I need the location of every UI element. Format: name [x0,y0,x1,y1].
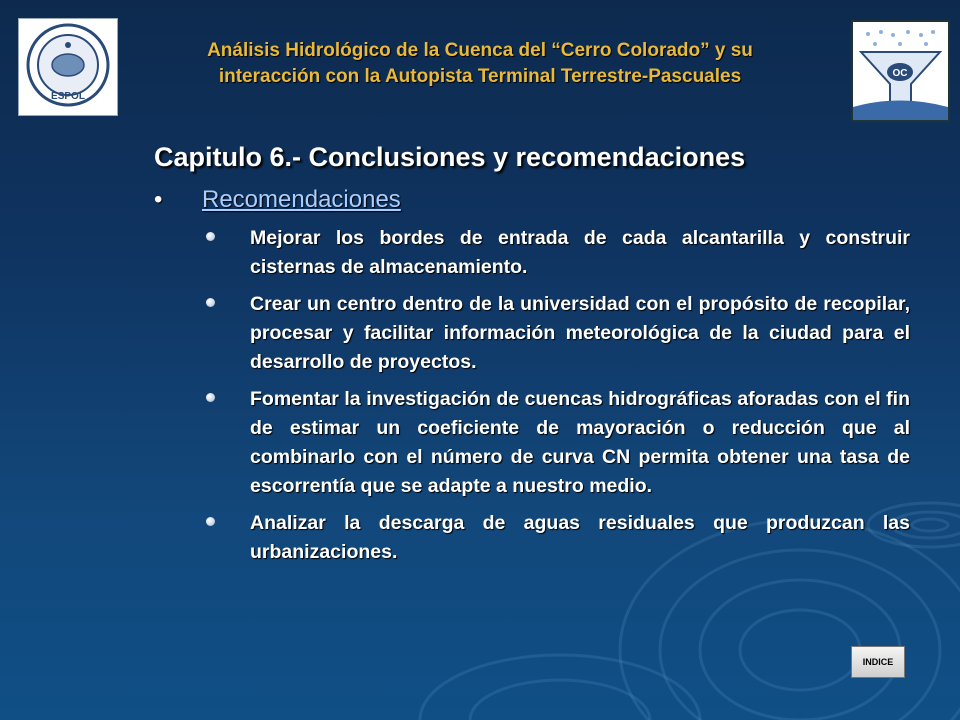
bullet-icon [206,232,215,241]
section-bullet [154,186,401,214]
funnel-logo-icon [853,22,948,120]
list-item-text: Crear un centro dentro de la universidad con el propósito de recopilar, procesar y facilitar información meteorológica de la ciudad para el desarrollo de proyectos. [250,293,910,373]
list-item [200,509,910,567]
list-item-text: Analizar la descarga de aguas residuales que produzcan las urbanizaciones. [250,512,910,563]
institution-logo [851,20,950,122]
indice-button[interactable]: INDICE [851,646,905,678]
bullet-icon [206,517,215,526]
list-item [200,224,910,282]
espol-logo [18,18,118,116]
recommendations-list [200,224,910,575]
title-line-1: Análisis Hidrológico de la Cuenca del “Cerro Colorado” y su [207,40,753,61]
chapter-title: Capitulo 6.- Conclusiones y recomendaciones [154,142,746,172]
list-item [200,290,910,377]
bullet-icon [206,298,215,307]
espol-seal-icon [19,19,117,115]
list-item-text: Fomentar la investigación de cuencas hidrográficas aforadas con el fin de estimar un coeficiente de mayoración o reducción que al combinarlo con el número de curva CN permita obtener una tasa de escorrentía que se adapte a nuestro medio. [250,388,910,497]
recomendaciones-link[interactable]: Recomendaciones [202,186,401,213]
bullet-dot: • [154,186,163,213]
bullet-icon [206,393,215,402]
espol-logo-text: ESPOL [51,91,85,102]
svg-text:OC: OC [892,68,908,79]
list-item-text: Mejorar los bordes de entrada de cada alcantarilla y construir cisternas de almacenamiento. [250,227,910,278]
presentation-title [130,38,830,90]
title-line-2: interacción con la Autopista Terminal Terrestre-Pascuales [218,66,742,87]
list-item [200,385,910,501]
